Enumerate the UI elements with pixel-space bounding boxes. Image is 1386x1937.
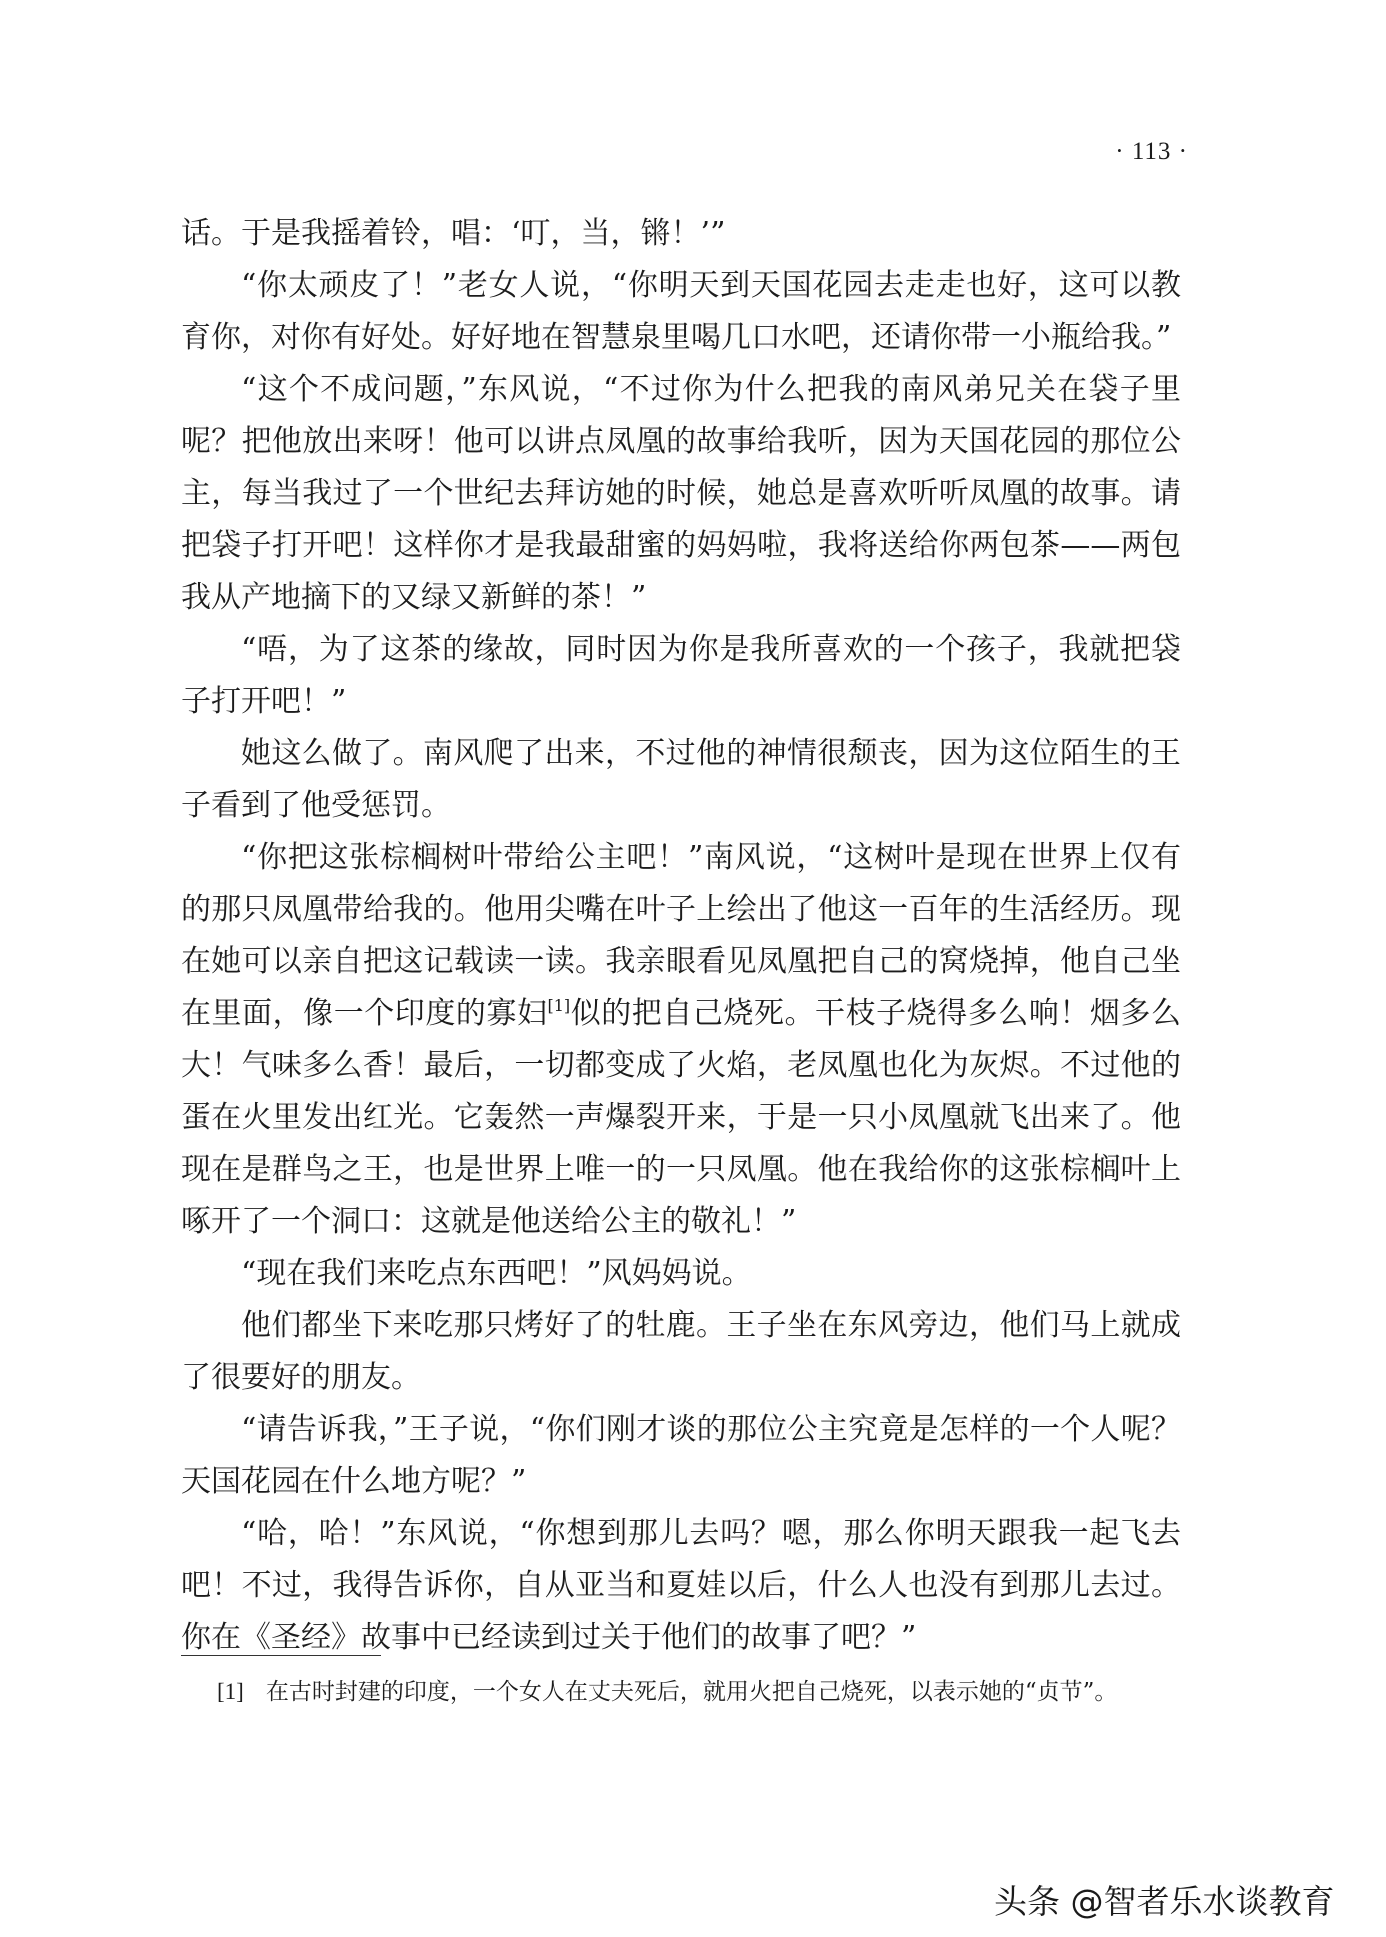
footnote-divider	[181, 1655, 381, 1656]
footnote-reference[interactable]: [1]	[547, 996, 571, 1015]
paragraph-8: 他们都坐下来吃那只烤好了的牡鹿。王子坐在东风旁边，他们马上就成了很要好的朋友。	[181, 1308, 1181, 1395]
paragraph-3: “这个不成问题，”东风说，“不过你为什么把我的南风弟兄关在袋子里呢？把他放出来呀！他可以讲点凤凰的故事给我听，因为天国花园的那位公主，每当我过了一个世纪去拜访她的时候，她总是喜欢听听凤凰的故事。请把袋子打开吧！这样你才是我最甜蜜的妈妈啦，我将送给你两包茶——两包我从产地摘下的又绿又新鲜的茶！”	[181, 372, 1181, 615]
paragraph-4: “唔，为了这茶的缘故，同时因为你是我所喜欢的一个孩子，我就把袋子打开吧！”	[181, 632, 1181, 719]
paragraph-10: “哈，哈！”东风说，“你想到那儿去吗？嗯，那么你明天跟我一起飞去吧！不过，我得告诉你，自从亚当和夏娃以后，什么人也没有到那儿去过。你在《圣经》故事中已经读到过关于他们的故事了吧？”	[181, 1516, 1181, 1655]
paragraph-6-before: “你把这张棕榈树叶带给公主吧！”南风说，“这树叶是现在世界上仅有的那只凤凰带给我的。他用尖嘴在叶子上绘出了他这一百年的生活经历。现在她可以亲自把这记载读一读。我亲眼看见凤凰把自己的窝烧掉，他自己坐在里面，像一个印度的寡妇	[181, 840, 1181, 1031]
footnote-text: 在古时封建的印度，一个女人在丈夫死后，就用火把自己烧死，以表示她的“贞节”。	[265, 1679, 1118, 1705]
footnote-mark: [1]	[217, 1679, 244, 1704]
watermark: 头条 @智者乐水谈教育	[994, 1882, 1335, 1921]
paragraph-5: 她这么做了。南风爬了出来，不过他的神情很颓丧，因为这位陌生的王子看到了他受惩罚。	[181, 736, 1181, 823]
body-text	[181, 208, 1181, 1664]
footnote	[181, 1672, 1181, 1712]
paragraph-6-after: 似的把自己烧死。干枝子烧得多么响！烟多么大！气味多么香！最后，一切都变成了火焰，老凤凰也化为灰烬。不过他的蛋在火里发出红光。它轰然一声爆裂开来，于是一只小凤凰就飞出来了。他现在是群鸟之王，也是世界上唯一的一只凤凰。他在我给你的这张棕榈叶上啄开了一个洞口：这就是他送给公主的敬礼！”	[181, 996, 1182, 1239]
paragraph-7: “现在我们来吃点东西吧！”风妈妈说。	[241, 1256, 752, 1291]
paragraph-6	[181, 832, 1181, 1248]
paragraph-2: “你太顽皮了！”老女人说，“你明天到天国花园去走走也好，这可以教育你，对你有好处。好好地在智慧泉里喝几口水吧，还请你带一小瓶给我。”	[181, 268, 1181, 355]
page-number: · 113 ·	[1115, 138, 1188, 165]
paragraph-1: 话。于是我摇着铃，唱：‘叮，当，锵！’”	[181, 216, 726, 251]
footnote-line	[181, 1672, 1181, 1712]
paragraph-9: “请告诉我，”王子说，“你们刚才谈的那位公主究竟是怎样的一个人呢？天国花园在什么地方呢？”	[181, 1412, 1181, 1499]
